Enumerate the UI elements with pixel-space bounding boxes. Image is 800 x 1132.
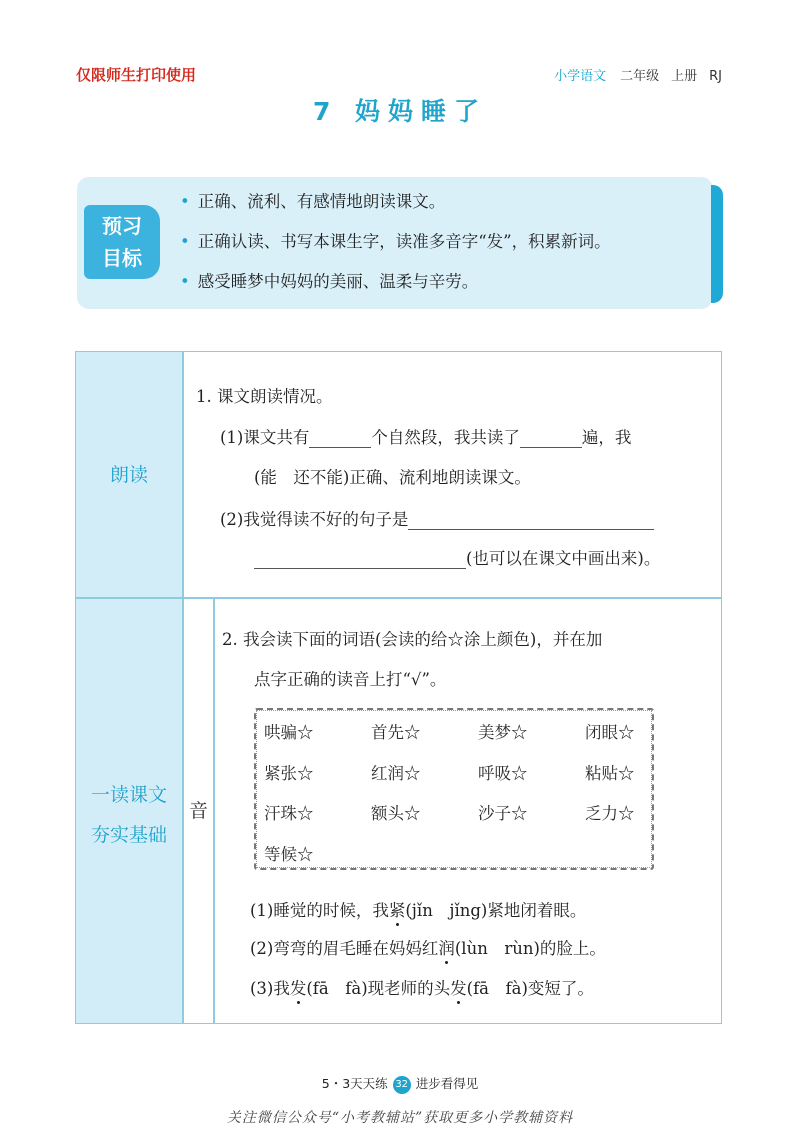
answer-blank[interactable]: [254, 548, 466, 569]
word-item[interactable]: 粘贴☆: [585, 764, 635, 783]
word-item[interactable]: 红润☆: [371, 764, 421, 783]
edition-label: RJ: [709, 69, 722, 84]
goal-item: [180, 226, 611, 266]
word-item[interactable]: 首先☆: [371, 723, 421, 742]
word-item[interactable]: 哄骗☆: [264, 723, 314, 742]
sentence-text[interactable]: (jǐn jǐng)紧地闭着眼。: [405, 901, 587, 920]
basic-label-cell: [76, 599, 182, 1023]
answer-blank[interactable]: [520, 427, 582, 448]
q1-part1-cont: (能 还不能)正确、流利地朗读课文。: [254, 468, 531, 487]
row-divider: [75, 597, 722, 599]
word-item[interactable]: 额头☆: [371, 804, 421, 823]
page-title: 7 妈妈睡了: [312, 97, 488, 126]
subject-label: 小学语文: [554, 69, 607, 84]
goals-panel-accent: [711, 185, 723, 303]
word-item[interactable]: 汗珠☆: [264, 804, 314, 823]
q2-line2: 点字正确的读音上打“√”。: [254, 670, 447, 689]
print-notice: 仅限师生打印使用: [76, 66, 197, 84]
grade-label: 二年级: [620, 69, 660, 84]
q1-text: (1)课文共有: [220, 428, 310, 447]
goals-badge-line1: 预习: [102, 214, 142, 238]
footer-series: 5・3天天练: [321, 1076, 388, 1091]
word-item[interactable]: 沙子☆: [478, 804, 528, 823]
goals-list: [180, 186, 611, 306]
goal-item: [180, 266, 611, 306]
answer-blank[interactable]: [309, 427, 371, 448]
q1-part2-cont: [254, 545, 660, 569]
q1-title: 1. 课文朗读情况。: [196, 387, 333, 406]
read-label-cell: [76, 352, 182, 597]
sentence-1: [250, 897, 586, 921]
footer-slogan: 进步看得见: [415, 1076, 479, 1091]
q1-text: 遍，我: [581, 428, 632, 447]
sentence-2: [250, 935, 606, 959]
sound-sub-label: 音: [188, 800, 208, 822]
q1-part2: [220, 506, 654, 530]
dotted-char: 润: [438, 939, 455, 958]
word-item[interactable]: 呼吸☆: [478, 764, 528, 783]
word-item[interactable]: 美梦☆: [478, 723, 528, 742]
q1-text: 个自然段，我共读了: [371, 428, 520, 447]
bullet-icon: •: [180, 192, 190, 211]
goal-text: 感受睡梦中妈妈的美丽、温柔与辛劳。: [197, 272, 479, 291]
goal-text: 正确、流利、有感情地朗读课文。: [197, 192, 446, 211]
bullet-icon: •: [180, 232, 190, 251]
word-item[interactable]: 闭眼☆: [585, 723, 635, 742]
q1-text: (也可以在课文中画出来)。: [466, 549, 661, 568]
sentence-text[interactable]: (fā fà)现老师的头: [306, 979, 451, 998]
basic-label: [76, 775, 182, 855]
dotted-char: 发: [450, 979, 467, 998]
word-item[interactable]: 等候☆: [264, 845, 314, 864]
goals-badge-line2: 目标: [102, 246, 142, 270]
q1-text: (2)我觉得读不好的句子是: [220, 510, 409, 529]
sentence-3: [250, 975, 594, 999]
dotted-char: 紧: [388, 901, 406, 920]
volume-label: 上册: [671, 69, 698, 84]
basic-label-line1: 一读课文: [90, 784, 167, 806]
word-item[interactable]: 紧张☆: [264, 764, 314, 783]
q1-part1: [220, 424, 631, 448]
q2-line1: 2. 我会读下面的词语(会读的给☆涂上颜色)，并在加: [222, 630, 603, 649]
sentence-text: (1)睡觉的时候，我: [250, 901, 389, 920]
sentence-text: (3)我: [250, 979, 290, 998]
page-number: 32: [393, 1076, 411, 1094]
word-item[interactable]: 乏力☆: [585, 804, 635, 823]
bullet-icon: •: [180, 272, 190, 291]
goals-badge: [84, 205, 160, 279]
sentence-text[interactable]: (lùn rùn)的脸上。: [454, 939, 606, 958]
bottom-note: 关注微信公众号“小考教辅站”获取更多小学教辅资料: [226, 1110, 574, 1126]
basic-label-line2: 夯实基础: [90, 824, 167, 846]
goal-text: 正确认读、书写本课生字，读准多音字“发”，积累新词。: [197, 232, 611, 251]
page-footer: [0, 1074, 800, 1094]
sentence-text: (2)弯弯的眉毛睡在妈妈红: [250, 939, 439, 958]
sentence-text[interactable]: (fā fà)变短了。: [466, 979, 594, 998]
sound-sub-label-cell: [183, 598, 214, 1023]
answer-blank[interactable]: [408, 509, 654, 530]
book-info: [554, 65, 722, 84]
goal-item: [180, 186, 611, 226]
read-label: 朗读: [109, 464, 148, 486]
dotted-char: 发: [289, 979, 307, 998]
